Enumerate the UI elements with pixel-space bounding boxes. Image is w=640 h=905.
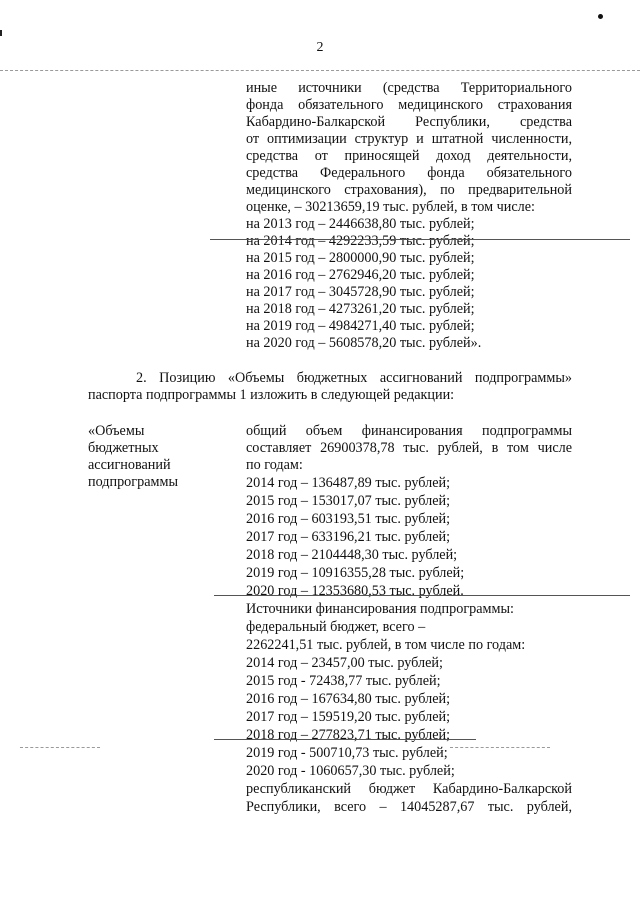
total-line-1: общий объем финансирования подпрограммы — [246, 423, 572, 439]
federal-year-2015: 2015 год - 72438,77 тыс. рублей; — [246, 673, 441, 689]
year-2014: на 2014 год – 4292233,59 тыс. рублей; — [246, 233, 475, 249]
estimate-line: оценке, – 30213659,19 тыс. рублей, в том числе: — [246, 199, 535, 215]
label-line-4: подпрограммы — [88, 474, 178, 490]
federal-year-2019: 2019 год - 500710,73 тыс. рублей; — [246, 745, 448, 761]
year-2018: на 2018 год – 4273261,20 тыс. рублей; — [246, 301, 475, 317]
republic-line-1: республиканский бюджет Кабардино-Балкарской — [246, 781, 572, 797]
sources-line-5: средства от приносящей доход деятельности, — [246, 148, 572, 164]
label-line-2: бюджетных — [88, 440, 159, 456]
year-2016: на 2016 год – 2762946,20 тыс. рублей; — [246, 267, 475, 283]
total-line-2: составляет 26900378,78 тыс. рублей, в том числе — [246, 440, 572, 456]
federal-line-2: 2262241,51 тыс. рублей, в том числе по годам: — [246, 637, 526, 653]
sources-line-4: от оптимизации структур и штатной численности, — [246, 131, 572, 147]
section2-line-1: 2. Позицию «Объемы бюджетных ассигнований подпрограммы» — [136, 370, 572, 386]
scan-line — [210, 239, 630, 240]
total-year-2017: 2017 год – 633196,21 тыс. рублей; — [246, 529, 451, 545]
federal-line-1: федеральный бюджет, всего – — [246, 619, 426, 635]
federal-year-2020: 2020 год - 1060657,30 тыс. рублей; — [246, 763, 455, 779]
scan-line — [20, 747, 100, 748]
year-2019: на 2019 год – 4984271,40 тыс. рублей; — [246, 318, 475, 334]
sources-line-2: фонда обязательного медицинского страхования — [246, 97, 572, 113]
page-number: 2 — [316, 40, 324, 55]
label-line-3: ассигнований — [88, 457, 171, 473]
republic-line-2: Республики, всего – 14045287,67 тыс. рублей, — [246, 799, 572, 815]
year-2015: на 2015 год – 2800000,90 тыс. рублей; — [246, 250, 475, 266]
section2-line-2: паспорта подпрограммы 1 изложить в следующей редакции: — [88, 387, 455, 403]
year-2017: на 2017 год – 3045728,90 тыс. рублей; — [246, 284, 475, 300]
label-line-1: «Объемы — [88, 423, 145, 439]
sources-line-1: иные источники (средства Территориального — [246, 80, 572, 96]
total-year-2016: 2016 год – 603193,51 тыс. рублей; — [246, 511, 451, 527]
bullet-mark — [598, 14, 603, 19]
total-year-2020: 2020 год – 12353680,53 тыс. рублей. — [246, 583, 464, 599]
total-year-2014: 2014 год – 136487,89 тыс. рублей; — [246, 475, 451, 491]
scan-line — [214, 739, 476, 740]
scan-line — [214, 595, 630, 596]
federal-year-2016: 2016 год – 167634,80 тыс. рублей; — [246, 691, 451, 707]
sources-title: Источники финансирования подпрограммы: — [246, 601, 514, 617]
scan-line — [450, 747, 550, 748]
year-2020: на 2020 год – 5608578,20 тыс. рублей». — [246, 335, 482, 351]
sources-line-7: медицинского страхования), по предварительной — [246, 182, 572, 198]
total-line-3: по годам: — [246, 457, 303, 473]
total-year-2018: 2018 год – 2104448,30 тыс. рублей; — [246, 547, 458, 563]
federal-year-2018: 2018 год – 277823,71 тыс. рублей; — [246, 727, 451, 743]
federal-year-2017: 2017 год – 159519,20 тыс. рублей; — [246, 709, 451, 725]
total-year-2015: 2015 год – 153017,07 тыс. рублей; — [246, 493, 451, 509]
year-2013: на 2013 год – 2446638,80 тыс. рублей; — [246, 216, 475, 232]
scan-line — [0, 70, 640, 71]
total-year-2019: 2019 год – 10916355,28 тыс. рублей; — [246, 565, 465, 581]
margin-mark — [0, 30, 2, 36]
sources-line-3: Кабардино-Балкарской Республики, средства — [246, 114, 572, 130]
sources-line-6: средства Федерального фонда обязательного — [246, 165, 572, 181]
federal-year-2014: 2014 год – 23457,00 тыс. рублей; — [246, 655, 443, 671]
